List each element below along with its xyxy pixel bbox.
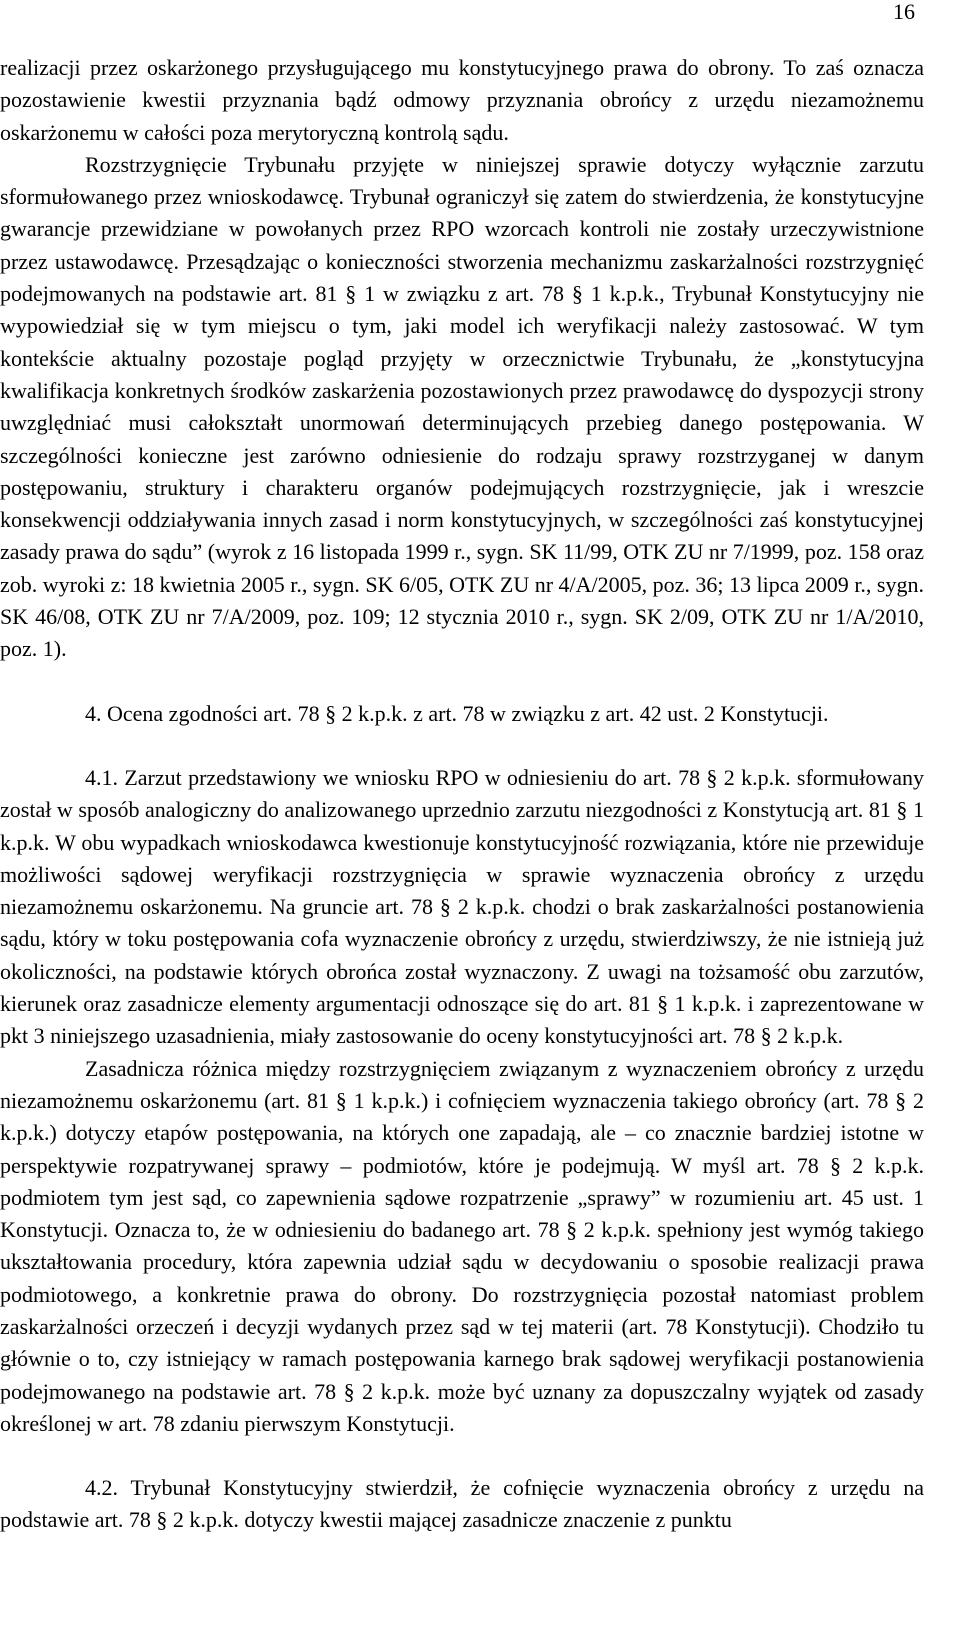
paragraph-continuation: realizacji przez oskarżonego przysługującego mu konstytucyjnego prawa do obrony. To zaś oznacza pozostawienie kwestii przyznania bądź odmowy przyznania obrońcy z urzędu niezamożnemu oskarżonemu w całości poza merytoryczną kontrolą sądu.	[0, 55, 924, 145]
paragraph-tribunal-ruling: Rozstrzygnięcie Trybunału przyjęte w niniejszej sprawie dotyczy wyłącznie zarzutu sformułowanego przez wnioskodawcę. Trybunał ograniczył się zatem do stwierdzenia, że konstytucyjne gwarancje przewidziane w powołanych przez RPO wzorcach kontroli nie zostały urzeczywistnione przez ustawodawcę. Przesądzając o konieczności stworzenia mechanizmu zaskarżalności rozstrzygnięć podejmowanych na podstawie art. 81 § 1 w związku z art. 78 § 1 k.p.k., Trybunał Konstytucyjny nie wypowiedział się w tym miejscu o tym, jaki model ich weryfikacji należy zastosować. W tym kontekście aktualny pozostaje pogląd przyjęty w orzecznictwie Trybunału, że „konstytucyjna kwalifikacja konkretnych środków zaskarżenia pozostawionych przez prawodawcę do dyspozycji strony uwzględniać musi całokształt unormowań determinujących przebieg danego postępowania. W szczególności konieczne jest zarówno odniesienie do rodzaju sprawy rozstrzyganej w danym postępowaniu, struktury i charakteru organów podejmujących rozstrzygnięcie, jak i wreszcie konsekwencji oddziaływania innych zasad i norm konstytucyjnych, w szczególności zaś konstytucyjnej zasady prawa do sądu” (wyrok z 16 listopada 1999 r., sygn. SK 11/99, OTK ZU nr 7/1999, poz. 158 oraz zob. wyroki z: 18 kwietnia 2005 r., sygn. SK 6/05, OTK ZU nr 4/A/2005, poz. 36; 13 lipca 2009 r., sygn. SK 46/08, OTK ZU nr 7/A/2009, poz. 109; 12 stycznia 2010 r., sygn. SK 2/09, OTK ZU nr 1/A/2010, poz. 1).	[0, 151, 924, 662]
page-number: 16	[893, 0, 915, 24]
paragraph-fundamental-difference: Zasadnicza różnica między rozstrzygnięciem związanym z wyznaczeniem obrońcy z urzędu niezamożnemu oskarżonemu (art. 81 § 1 k.p.k.) i cofnięciem wyznaczenia takiego obrońcy (art. 78 § 2 k.p.k.) dotyczy etapów postępowania, na których one zapadają, ale – co znacznie bardziej istotne w perspektywie rozpatrywanej sprawy – podmiotów, które je podejmują. W myśl art. 78 § 2 k.p.k. podmiotem tym jest sąd, co zapewnienia sądowe rozpatrzenie „sprawy” w rozumieniu art. 45 ust. 1 Konstytucji. Oznacza to, że w odniesieniu do badanego art. 78 § 2 k.p.k. spełniony jest wymóg takiego ukształtowania procedury, która zapewnia udział sądu w decydowaniu o sposobie realizacji prawa podmiotowego, a konkretnie prawa do obrony. Do rozstrzygnięcia pozostał natomiast problem zaskarżalności orzeczeń i decyzji wydanych przez sąd w tej materii (art. 78 Konstytucji). Chodziło tu głównie o to, czy istniejący w ramach postępowania karnego brak sądowej weryfikacji postanowienia podejmowanego na podstawie art. 78 § 2 k.p.k. może być uznany za dopuszczalny wyjątek od zasady określonej w art. 78 zdaniu pierwszym Konstytucji.	[0, 1055, 924, 1436]
paragraph-4-1: 4.1. Zarzut przedstawiony we wniosku RPO w odniesieniu do art. 78 § 2 k.p.k. sformułowany został w sposób analogiczny do analizowanego uprzednio zarzutu niezgodności z Konstytucją art. 81 § 1 k.p.k. W obu wypadkach wnioskodawca kwestionuje konstytucyjność rozwiązania, które nie przewiduje możliwości sądowej weryfikacji rozstrzygnięcia w sprawie wyznaczenia obrońcy z urzędu niezamożnemu oskarżonemu. Na gruncie art. 78 § 2 k.p.k. chodzi o brak zaskarżalności postanowienia sądu, który w toku postępowania cofa wyznaczenie obrońcy z urzędu, stwierdziwszy, że nie istnieją już okoliczności, na podstawie których obrońca został wyznaczony. Z uwagi na tożsamość obu zarzutów, kierunek oraz zasadnicze elementy argumentacji odnoszące się do art. 81 § 1 k.p.k. i zaprezentowane w pkt 3 niniejszego uzasadnienia, miały zastosowanie do oceny konstytucyjności art. 78 § 2 k.p.k.	[0, 764, 924, 1049]
document-body	[0, 52, 924, 1537]
section-heading-4: 4. Ocena zgodności art. 78 § 2 k.p.k. z art. 78 w związku z art. 42 ust. 2 Konstytucji.	[85, 700, 829, 726]
paragraph-4-2: 4.2. Trybunał Konstytucyjny stwierdził, że cofnięcie wyznaczenia obrońcy z urzędu na podstawie art. 78 § 2 k.p.k. dotyczy kwestii mającej zasadnicze znaczenie z punktu	[0, 1475, 924, 1533]
